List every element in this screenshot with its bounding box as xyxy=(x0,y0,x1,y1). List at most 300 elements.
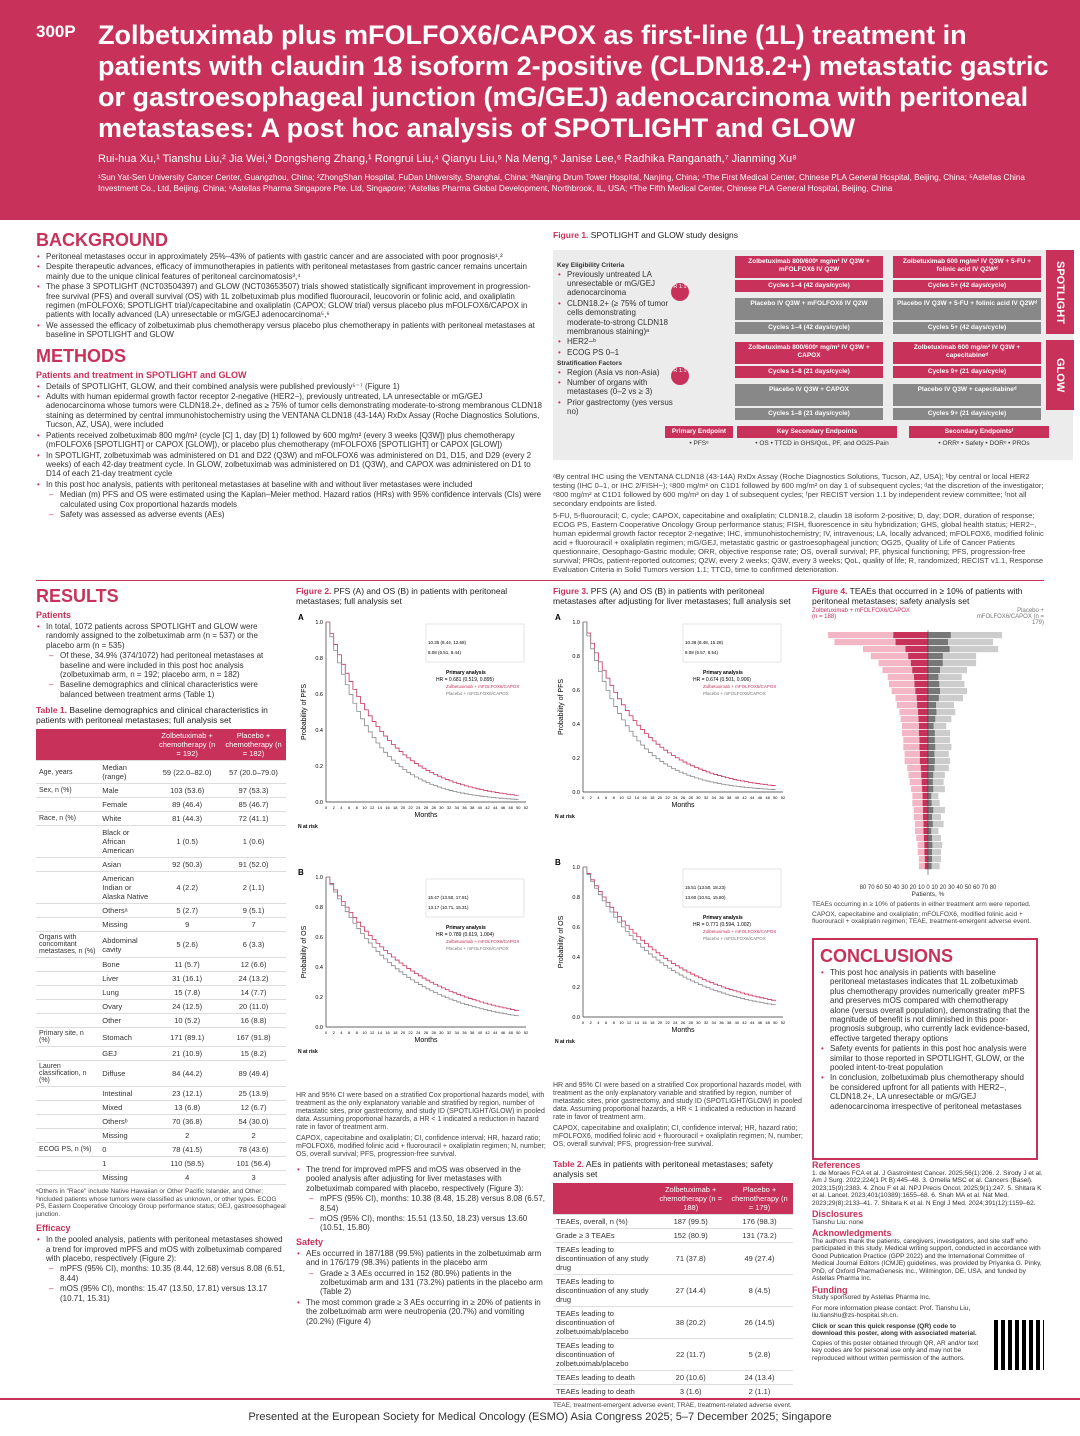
gl-zolb-arm: Zolbetuximab 800/600ᶜ mg/m² IV Q3W + CAPOX xyxy=(735,342,883,364)
patients-subheading: Patients xyxy=(36,610,72,620)
x-tick-label: 38 xyxy=(469,1030,475,1035)
y-axis-label: Probability of PFS xyxy=(558,678,565,736)
baseline-table: Zolbetuximab + chemotherapy (n = 192) Placebo + chemotherapy (n = 182) Age, years Median (range) 59 (22.0–82.0) 57 (20.0–79.0) Sex, n (%) Male 103 (53.6) 97 (53.3) Female 89 (46.4) 85 (46.7) Race, n (%) White 81 (44.3) 72 (41.1) Black or African American 1 (0.5) 1 (0.6) Asian 92 (50.3) 91 (52.0) American Indian or Alaska Native 4 (2.2) 2 (1.1) Othersᵃ 5 (2.7) 9 (5.1) Missing 9 7 Organs with concomitant metastases, n (%) Abdominal cavity 5 (2.6) 6 (3.3) Bone 11 (5.7) 12 (6.6) Liver 31 (16.1) 24 (13.2) Lung 15 (7.8) 14 (7.7) Ovary 24 (12.5) 20 (11.0) Other 10 (5.2) 16 (8.8) Primary site, n (%) Stomach 171 (89.1) 167 (91.8) GEJ 21 (10.9) 15 (8.2) Lauren classification, n (%) Diffuse 84 (44.2) 89 (49.4) Intestinal 23 (12.1) 25 (13.9) Mixed 13 (6.8) 12 (6.7) Othersᵇ 70 (36.8) 54 (30.0) Missing 2 2 ECOG PS, n (%) 0 78 (41.5) 78 (43.6) 1 110 (58.5) 101 (56.4) Missing 4 3 xyxy=(36,729,286,1185)
bullet-item: • The most common grade ≥ 3 AEs occurring in ≥ 20% of patients in the zolbetuximab arm were neutropenia (20.7%) and vomiting (20.2%) (Figure 4) xyxy=(296,1298,546,1326)
hr-label: HR = 0.771 (0.594, 1.002) xyxy=(693,922,751,928)
table-row: TEAEs leading to discontinuation of any study drug 71 (37.8) 49 (27.4) xyxy=(553,1243,793,1275)
x-tick-label: 18 xyxy=(393,1030,398,1035)
bar-plac-g3 xyxy=(928,695,939,701)
y-tick-label: 0.6 xyxy=(572,925,580,931)
background-heading: BACKGROUND xyxy=(36,230,168,250)
bar-plac-g3 xyxy=(928,758,935,764)
x-tick-label: 10 xyxy=(619,1020,624,1025)
bullet-item: • Number of organs with metastases (0–2 vs ≥ 3) xyxy=(557,378,673,397)
table-row: American Indian or Alaska Native 4 (2.2) 2 (1.1) xyxy=(36,872,286,904)
zolb-median: 10.38 (8.48, 15.28) xyxy=(685,640,724,645)
bar-plac-g3 xyxy=(928,800,932,806)
x-tick-label: 46 xyxy=(757,795,763,800)
bullet-item: • Adults with human epidermal growth factor receptor 2-negative (HER2−), previously untreated, LA unresectable or mG/GEJ adenocarcinoma whose tumors were CLDN18.2+, defined as ≥ 75% of tumor cells demonstrating moderate-to-strong membranous CLDN18 staining as determined by central immunohistochemistry using the VENTANA CLDN18 (43-14A) RxDx Assay (Roche Diagnostics Solutions, Tucson, AZ, USA), were included xyxy=(36,392,542,430)
bullet-item: • Prior gastrectomy (yes versus no) xyxy=(557,398,673,417)
figure4-column: Figure 4. TEAEs that occurred in ≥ 10% of patients with peritoneal metastases; safety analysis set Zolbetuximab + mFOLFOX6/CAPOX (n = 188) Placebo + mFOLFOX6/CAPOX (n = 179) 80 70 60 50 40 30 20 10 0 10 20 30 40 50 60 70 80 Patients, % TEAEs occurring in ≥ 10% of patients in either treatment arm were reported. CAPOX, capecitabine and oxaliplatin; mFOLFOX6, modified folinic acid + fluorouracil + oxaliplatin regimen; TEAE, treatment-emergent adverse event. xyxy=(812,586,1044,925)
x-tick-label: 20 xyxy=(400,805,406,810)
x-tick-label: 32 xyxy=(446,805,452,810)
sp-zolb-arm: Zolbetuximab 800/600ᶜ mg/m² IV Q3W + mFOLFOX6 IV Q2W xyxy=(735,256,883,278)
table-row: Missing 2 2 xyxy=(36,1129,286,1143)
safety-list xyxy=(296,1249,546,1326)
bullet-item: • In the pooled analysis, patients with peritoneal metastases showed a trend for improved mPFS and mOS with zolbetuximab compared with placebo, respectively (Figure 2): xyxy=(36,1235,286,1263)
bullet-item: – mPFS (95% CI), months: 10.38 (8.48, 15.28) versus 8.08 (6.57, 8.54) xyxy=(296,1194,546,1213)
legend-plac: Placebo + mFOLFOX6/CAPOX xyxy=(446,946,509,951)
panel-label: A xyxy=(555,613,561,622)
bar-zolb-g3 xyxy=(896,639,928,645)
poster-number: 300P xyxy=(36,22,76,41)
sp-plac-cycles: Cycles 1–4 (42 days/cycle) xyxy=(735,322,883,334)
gl-plac-arm: Placebo IV Q3W + CAPOX xyxy=(735,384,883,406)
table-row: 1 110 (58.5) 101 (56.4) xyxy=(36,1157,286,1171)
x-tick-label: 28 xyxy=(431,1030,436,1035)
x-tick-label: 24 xyxy=(673,795,678,800)
table-row: Missing 4 3 xyxy=(36,1171,286,1185)
table-row: GEJ 21 (10.9) 15 (8.2) xyxy=(36,1047,286,1061)
x-tick-label: 48 xyxy=(765,1020,770,1025)
x-tick-label: 50 xyxy=(516,1030,521,1035)
x-tick-label: 34 xyxy=(454,1030,459,1035)
table-row: Age, years Median (range) 59 (22.0–82.0) 57 (20.0–79.0) xyxy=(36,761,286,784)
x-tick-label: 12 xyxy=(369,805,375,810)
gl-plac-cycles: Cycles 1–8 (21 days/cycle) xyxy=(735,408,883,420)
x-tick-label: 4 xyxy=(597,1020,600,1025)
panel-label: B xyxy=(298,868,304,877)
y-tick-label: 0.0 xyxy=(572,1015,580,1021)
sp-zolb-cycles: Cycles 1–4 (42 days/cycle) xyxy=(735,280,883,292)
bar-zolb-g3 xyxy=(923,800,928,806)
x-axis-label: Months xyxy=(414,1037,438,1044)
legend-plac: Placebo + mFOLFOX6/CAPOX xyxy=(703,936,766,941)
bullet-item: – Baseline demographics and clinical characteristics were balanced between treatment arms (Table 1) xyxy=(36,680,286,699)
table-row: Grade ≥ 3 TEAEs 152 (80.9) 131 (73.2) xyxy=(553,1229,793,1243)
x-tick-label: 18 xyxy=(393,805,398,810)
y-tick-label: 0.2 xyxy=(315,995,323,1001)
y-tick-label: 0.2 xyxy=(572,985,580,991)
conclusions-box xyxy=(812,938,1038,1160)
x-tick-label: 46 xyxy=(757,1020,763,1025)
fig4-ticks: 80 70 60 50 40 30 20 10 0 10 20 30 40 50 60 70 80 xyxy=(859,885,997,891)
bar-zolb-g3 xyxy=(893,632,928,638)
plac-median: 8.08 (6.51, 8.44) xyxy=(428,650,462,655)
bar-zolb-g3 xyxy=(920,758,928,764)
x-tick-label: 8 xyxy=(355,805,358,810)
secondary-value: • ORRᵉ • Safety • DORᵉ • PROs xyxy=(938,440,1030,447)
bullet-item: – mOS (95% CI), months: 15.47 (13.50, 17.81) versus 13.17 (10.71, 15.31) xyxy=(36,1284,286,1303)
bullet-item: • AEs occurred in 187/188 (99.5%) patients in the zolbetuximab arm and in 176/179 (98.3%) patients in the placebo arm xyxy=(296,1249,546,1268)
y-tick-label: 1.0 xyxy=(315,875,323,881)
x-tick-label: 38 xyxy=(726,795,732,800)
n-at-risk-label: N at risk xyxy=(555,814,575,820)
table-row: Liver 31 (16.1) 24 (13.2) xyxy=(36,972,286,986)
bar-plac-g3 xyxy=(928,653,943,659)
x-tick-label: 42 xyxy=(485,805,490,810)
table-row: Othersᵃ 5 (2.7) 9 (5.1) xyxy=(36,904,286,918)
bar-plac-g3 xyxy=(928,856,932,862)
x-tick-label: 26 xyxy=(423,1030,429,1035)
bar-plac-g3 xyxy=(928,751,934,757)
bar-zolb-g3 xyxy=(919,730,928,736)
bullet-item: – mOS (95% CI), months: 15.51 (13.50, 18.23) versus 13.60 (10.51, 15.80) xyxy=(296,1214,546,1233)
table-row: TEAEs leading to discontinuation of any study drug 27 (14.4) 8 (4.5) xyxy=(553,1275,793,1307)
bar-plac-g3 xyxy=(928,828,931,834)
figure2a-km-plot xyxy=(296,610,546,860)
figure3b-km-plot xyxy=(553,855,803,1075)
n-at-risk-label: N at risk xyxy=(298,824,318,830)
bar-plac-g3 xyxy=(928,765,934,771)
gl-zolb-arm-b: Zolbetuximab 600 mg/m² IV Q3W + capecitabineᵈ xyxy=(893,342,1041,364)
y-axis-label: Probability of OS xyxy=(301,925,308,979)
x-tick-label: 48 xyxy=(508,1030,513,1035)
x-tick-label: 2 xyxy=(589,795,592,800)
table-row: TEAEs leading to death 3 (1.6) 2 (1.1) xyxy=(553,1385,793,1399)
legend-zolb: Zolbetuximab + mFOLFOX6/CAPOX xyxy=(446,684,520,689)
x-tick-label: 52 xyxy=(523,805,529,810)
y-tick-label: 0.4 xyxy=(315,728,323,734)
bar-plac-g3 xyxy=(928,842,932,848)
x-tick-label: 48 xyxy=(765,795,770,800)
bar-zolb-g3 xyxy=(921,765,928,771)
x-tick-label: 12 xyxy=(626,795,632,800)
x-tick-label: 38 xyxy=(469,805,475,810)
bullet-item: • Region (Asia vs non-Asia) xyxy=(557,368,673,377)
bullet-item: – Median (m) PFS and OS were estimated using the Kaplan–Meier method. Hazard ratios (HRs) with 95% confidence intervals (CIs) were calculated using Cox proportional hazards models xyxy=(36,490,542,509)
bullet-item: • In total, 1072 patients across SPOTLIGHT and GLOW were randomly assigned to the zolbetuximab arm (n = 537) or the placebo arm (n = 535) xyxy=(36,622,286,650)
bar-zolb-g3 xyxy=(919,737,928,743)
plac-median: 13.17 (10.71, 15.31) xyxy=(428,905,469,910)
affiliations: ¹Sun Yat-Sen University Cancer Center, Guangzhou, China; ²ZhongShan Hospital, FuDan University, Shanghai, China; ³Nanjing Drum Tower Hospital, Nanjing, China; ⁴The First Medical Center, Chinese PLA General Hospital, Beijing, China; ⁵Astellas China Investment Co., Ltd, Beijing, China; ⁶Astellas Pharma Singapore Pte. Ltd, Singapore; ⁷Astellas Pharma Global Development, Northbrook, IL, USA; ⁸The Fifth Medical Center, Chinese PLA General Hospital, Beijing, China xyxy=(98,173,1025,193)
x-tick-label: 4 xyxy=(340,1030,343,1035)
x-tick-label: 28 xyxy=(688,1020,693,1025)
x-tick-label: 22 xyxy=(665,795,670,800)
x-tick-label: 26 xyxy=(423,805,429,810)
x-tick-label: 44 xyxy=(493,1030,498,1035)
x-tick-label: 24 xyxy=(416,1030,421,1035)
x-tick-label: 16 xyxy=(385,805,390,810)
x-tick-label: 6 xyxy=(604,1020,608,1025)
bullet-item: • The trend for improved mPFS and mOS was observed in the pooled analysis after adjusting for liver metastases with zolbetuximab compared with placebo, respectively (Figure 3): xyxy=(296,1165,546,1193)
bar-plac-g3 xyxy=(928,835,932,841)
x-tick-label: 28 xyxy=(431,805,436,810)
y-axis-label: Probability of PFS xyxy=(301,683,308,741)
y-tick-label: 0.8 xyxy=(315,656,323,662)
table-row: Primary site, n (%) Stomach 171 (89.1) 167 (91.8) xyxy=(36,1028,286,1047)
x-tick-label: 34 xyxy=(454,805,459,810)
figure2b-km-plot xyxy=(296,865,546,1085)
x-tick-label: 30 xyxy=(696,1020,701,1025)
x-tick-label: 10 xyxy=(362,805,367,810)
x-tick-label: 34 xyxy=(711,795,716,800)
n-at-risk-label: N at risk xyxy=(555,1039,575,1045)
bar-zolb-g3 xyxy=(919,723,928,729)
x-tick-label: 50 xyxy=(516,805,521,810)
primary-analysis-label: Primary analysis xyxy=(446,670,486,676)
bullet-item: • We assessed the efficacy of zolbetuximab plus chemotherapy versus placebo plus chemotherapy in patients with peritoneal metastases at baseline in SPOTLIGHT and GLOW xyxy=(36,321,542,340)
zolb-median: 15.47 (13.50, 17.81) xyxy=(428,895,469,900)
bar-plac-g3 xyxy=(928,786,933,792)
table-row: TEAEs leading to death 20 (10.6) 24 (13.4) xyxy=(553,1371,793,1385)
bar-plac-g3 xyxy=(928,807,933,813)
x-tick-label: 4 xyxy=(340,805,343,810)
table-row: Lauren classification, n (%) Diffuse 84 (44.2) 89 (49.4) xyxy=(36,1061,286,1087)
authors: Rui-hua Xu,¹ Tianshu Liu,² Jia Wei,³ Dongsheng Zhang,¹ Rongrui Liu,⁴ Qianyu Liu,⁵ Na Meng,⁵ Janise Lee,⁶ Radhika Ranganath,⁷ Jianming Xu⁸ xyxy=(98,153,797,165)
sp-plac-arm-b: Placebo IV Q3W + 5-FU + folinic acid IV Q2Wᵈ xyxy=(893,298,1041,320)
x-tick-label: 42 xyxy=(742,1020,747,1025)
bar-plac-g3 xyxy=(928,702,936,708)
figure3-column: Figure 3. PFS (A) and OS (B) in patients with peritoneal metastases after adjusting for liver metastases; full analysis set A Probability of PFS 0.0 0.2 0.4 0.6 0.8 1.0 0 2 4 6 8 10 12 14 16 18 20 22 24 26 28 30 32 34 36 38 40 42 44 46 48 50 52 Months 10.38 (8.48, 15.28) 8.08 (6.57, 8.54) Primary analysis HR = 0.674 (0.501, 0.906) Zolbetuximab + mFOLFOX6/CAPOX Placebo + mFOLFOX6/CAPOX N at risk B Probability of OS 0.0 0.2 0.4 0.6 0.8 1.0 0 2 4 6 8 10 12 14 16 18 20 22 24 26 28 30 32 34 36 38 40 42 44 46 48 50 52 Months 15.51 (13.50, 18.23) 13.60 (10.51, 15.80) Primary analysis HR = 0.771 (0.594, 1.002) Zolbetuximab + mFOLFOX6/CAPOX Placebo + mFOLFOX6/CAPOX N at risk HR and 95% CI were based on a stratified Cox proportional hazards model, with treatment as the only explanatory variable and stratified by region, number of metastatic sites, prior gastrectomy, and study ID (SPOTLIGHT/GLOW) in pooled data. Assuming proportional hazards, a HR < 1 indicated a reduction in hazard rate in favor of treatment arm. CAPOX, capecitabine and oxaliplatin; CI, confidence interval; HR, hazard ratio; mFOLFOX6, modified folinic acid + fluorouracil + oxaliplatin regimen; N, number; OS, overall survival; PFS, progression-free survival. Table 2. AEs in patients with peritoneal metastases; safety analysis set Zolbetuximab + chemotherapy (n = 188) Placebo + chemotherapy (n = 179) TEAEs, overall, n (%) 187 (99.5) 176 (98.3) Grade ≥ 3 TEAEs 152 (80.9) 131 (73.2) TEAEs leading to discontinuation of any study drug 71 (37.8) 49 (27.4) TEAEs leading to discontinuation of any study drug 27 (14.4) 8 (4.5) TEAEs leading to discontinuation of zolbetuximab/placebo 38 (20.2) 26 (14.5) TEAEs leading to discontinuation of zolbetuximab/placebo 22 (11.7) 5 (2.8) TEAEs leading to death 20 (10.6) 24 (13.4) TEAEs leading to death 3 (1.6) 2 (1.1) TEAE, treatment-emergent adverse event; TRAE, treatment-related adverse event. xyxy=(553,586,803,1409)
bullet-item: • HER2−ᵇ xyxy=(557,337,673,346)
bullet-item: • This post hoc analysis in patients with baseline peritoneal metastases indicates that 1L zolbetuximab plus chemotherapy provides numerically greater mPFS and preserves mOS compared with chemotherapy alone (versus overall population), demonstrating that the magnitude of benefit is not diminished in this poor-prognosis subgroup, who currently lack evidence-based, effective targeted therapy options xyxy=(820,968,1030,1043)
secondary-label: Secondary Endpointsᶠ xyxy=(909,426,1049,438)
x-tick-label: 52 xyxy=(780,795,786,800)
conclusions-heading: CONCLUSIONS xyxy=(820,946,954,966)
bullet-item: • In conclusion, zolbetuximab plus chemotherapy should be considered upfront for all patients with HER2−, CLDN18.2+, LA unresectable or mG/GEJ adenocarcinoma irrespective of peritoneal metastases xyxy=(820,1073,1030,1111)
y-tick-label: 0.2 xyxy=(572,756,580,762)
x-tick-label: 24 xyxy=(416,805,421,810)
methods-heading: METHODS xyxy=(36,345,126,366)
fig4-footnote: TEAEs occurring in ≥ 10% of patients in either treatment arm were reported. xyxy=(812,901,1031,908)
legend-zolb: Zolbetuximab + mFOLFOX6/CAPOX xyxy=(446,939,520,944)
table-row: Asian 92 (50.3) 91 (52.0) xyxy=(36,858,286,872)
bullet-item: • In SPOTLIGHT, zolbetuximab was administered on D1 and D22 (Q3W) and mFOLFOX6 was administered on D1, D15, and D29 (every 2 weeks) of each 42-day treatment cycle. In GLOW, zolbetuximab was administered on D1 (Q3W), and CAPOX was administered on D1 to D14 of each 21-day treatment cycle xyxy=(36,451,542,479)
x-tick-label: 8 xyxy=(355,1030,358,1035)
table-row: TEAEs, overall, n (%) 187 (99.5) 176 (98.3) xyxy=(553,1215,793,1229)
panel-label: A xyxy=(298,613,304,622)
x-tick-label: 12 xyxy=(626,1020,632,1025)
bar-plac-g3 xyxy=(928,667,940,673)
bar-zolb-g3 xyxy=(922,779,928,785)
bar-plac-g3 xyxy=(928,709,936,715)
bar-zolb-g3 xyxy=(911,660,928,666)
bar-zolb-g3 xyxy=(923,814,928,820)
bar-zolb-g3 xyxy=(921,772,928,778)
x-tick-label: 0 xyxy=(324,1030,328,1035)
x-tick-label: 52 xyxy=(780,1020,786,1025)
x-tick-label: 18 xyxy=(650,795,655,800)
legend-zolb: Zolbetuximab + mFOLFOX6/CAPOX xyxy=(703,684,777,689)
x-tick-label: 16 xyxy=(385,1030,390,1035)
randomization-circle-1: R 1:1 xyxy=(671,283,689,301)
figure2-abbr: CAPOX, capecitabine and oxaliplatin; CI, confidence interval; HR, hazard ratio; mFOLFOX6, modified folinic acid + fluorouracil + oxaliplatin regimen; N, number; OS, overall survival; PFS, progression-free survival. xyxy=(296,1135,546,1158)
bar-zolb-g3 xyxy=(925,856,928,862)
table-row: ECOG PS, n (%) 0 78 (41.5) 78 (43.6) xyxy=(36,1143,286,1157)
poster-header xyxy=(0,0,1080,220)
bar-plac-g3 xyxy=(928,863,932,869)
x-tick-label: 48 xyxy=(508,805,513,810)
x-tick-label: 16 xyxy=(642,795,647,800)
bar-plac-g3 xyxy=(928,849,932,855)
bar-zolb-g3 xyxy=(915,688,928,694)
teae-butterfly-chart xyxy=(812,630,1044,880)
y-tick-label: 0.2 xyxy=(315,764,323,770)
sp-plac-cycles-b: Cycles 5+ (42 days/cycle) xyxy=(893,322,1041,334)
bar-zolb-g3 xyxy=(917,702,928,708)
x-tick-label: 42 xyxy=(742,795,747,800)
study-design-diagram xyxy=(553,250,1073,460)
y-tick-label: 0.8 xyxy=(315,905,323,911)
gl-zolb-cycles: Cycles 1–8 (21 days/cycle) xyxy=(735,366,883,378)
y-tick-label: 1.0 xyxy=(315,620,323,626)
y-tick-label: 1.0 xyxy=(572,620,580,626)
x-tick-label: 30 xyxy=(696,795,701,800)
y-tick-label: 0.8 xyxy=(572,895,580,901)
x-tick-label: 50 xyxy=(773,1020,778,1025)
table-row: Othersᵇ 70 (36.8) 54 (30.0) xyxy=(36,1115,286,1129)
x-tick-label: 4 xyxy=(597,795,600,800)
x-tick-label: 10 xyxy=(362,1030,367,1035)
legend-plac: Placebo + mFOLFOX6/CAPOX xyxy=(703,691,766,696)
qr-code[interactable] xyxy=(994,1320,1044,1370)
x-tick-label: 30 xyxy=(439,1030,444,1035)
bar-zolb-g3 xyxy=(918,709,928,715)
zolb-median: 15.51 (13.50, 18.23) xyxy=(685,885,726,890)
bar-plac-g3 xyxy=(928,821,933,827)
x-tick-label: 40 xyxy=(477,805,483,810)
primary-analysis-label: Primary analysis xyxy=(446,925,486,931)
efficacy-list xyxy=(36,1235,286,1303)
table-row: Other 10 (5.2) 16 (8.8) xyxy=(36,1014,286,1028)
x-tick-label: 18 xyxy=(650,1020,655,1025)
x-axis-label: Months xyxy=(414,812,438,819)
x-tick-label: 46 xyxy=(500,805,506,810)
table-row: Missing 9 7 xyxy=(36,918,286,932)
figure3-footnote: HR and 95% CI were based on a stratified Cox proportional hazards model, with treatment as the only explanatory variable and stratified by region, number of metastatic sites, prior gastrectomy, and study ID (SPOTLIGHT/GLOW) in pooled data. Assuming proportional hazards, a HR < 1 indicated a reduction in hazard rate in favor of treatment arm. xyxy=(553,1082,802,1121)
y-tick-label: 0.6 xyxy=(315,692,323,698)
zolb-median: 10.35 (8.44, 12.68) xyxy=(428,640,467,645)
key-secondary-value: • OS • TTCD in GHS/QoL, PF, and OG25-Pain xyxy=(755,440,889,447)
hr-label: HR = 0.674 (0.501, 0.906) xyxy=(693,677,751,683)
bullet-item: • Safety events for patients in this post hoc analysis were similar to those reported in SPOTLIGHT, GLOW, or the pooled intent-to-treat population xyxy=(820,1044,1030,1072)
results-column: RESULTS Patients • In total, 1072 patients across SPOTLIGHT and GLOW were randomly assigned to the zolbetuximab arm (n = 537) or the placebo arm (n = 535) – Of these, 34.9% (374/1072) had peritoneal metastases at baseline and were included in this post hoc analysis (zolbetuximab arm, n = 192; placebo arm, n = 182) – Baseline demographics and clinical characteristics were balanced between treatment arms (Table 1) Table 1. Baseline demographics and clinical characteristics in patients with peritoneal metastases; full analysis set Zolbetuximab + chemotherapy (n = 192) Placebo + chemotherapy (n = 182) Age, years Median (range) 59 (22.0–82.0) 57 (20.0–79.0) Sex, n (%) Male 103 (53.6) 97 (53.3) Female 89 (46.4) 85 (46.7) Race, n (%) White 81 (44.3) 72 (41.1) Black or African American 1 (0.5) 1 (0.6) Asian 92 (50.3) 91 (52.0) American Indian or Alaska Native 4 (2.2) 2 (1.1) Othersᵃ 5 (2.7) 9 (5.1) Missing 9 7 Organs with concomitant metastases, n (%) Abdominal cavity 5 (2.6) 6 (3.3) Bone 11 (5.7) 12 (6.6) Liver 31 (16.1) 24 (13.2) Lung 15 (7.8) 14 (7.7) Ovary 24 (12.5) 20 (11.0) Other 10 (5.2) 16 (8.8) Primary site, n (%) Stomach 171 (89.1) 167 (91.8) GEJ 21 (10.9) 15 (8.2) Lauren classification, n (%) Diffuse 84 (44.2) 89 (49.4) Intestinal 23 (12.1) 25 (13.9) Mixed 13 (6.8) 12 (6.7) Othersᵇ 70 (36.8) 54 (30.0) Missing 2 2 ECOG PS, n (%) 0 78 (41.5) 78 (43.6) 1 110 (58.5) 101 (56.4) Missing 4 3 ᵃOthers in "Race" include Native Hawaiian or Other Pacific Islander, and Other; ᵇincluded patients whose tumors were classified as unknown, or other types. ECOG PS, Eastern Cooperative Oncology Group performance status; GEJ, gastroesophageal junction. Efficacy • In the pooled analysis, patients with peritoneal metastases showed a trend for improved mPFS and mOS with zolbetuximab compared with placebo, respectively (Figure 2): – mPFS (95% CI), months: 10.35 (8.44, 12.68) versus 8.08 (6.51, 8.44) – mOS (95% CI), months: 15.47 (13.50, 17.81) versus 13.17 (10.71, 15.31) xyxy=(36,586,286,1396)
bar-plac-g3 xyxy=(928,660,943,666)
bullet-item: – Safety was assessed as adverse events (AEs) xyxy=(36,510,542,519)
section-divider xyxy=(36,580,1044,581)
x-tick-label: 50 xyxy=(773,795,778,800)
y-tick-label: 1.0 xyxy=(572,865,580,871)
poster-title: Zolbetuximab plus mFOLFOX6/CAPOX as first-line (1L) treatment in patients with claudin 18 isoform 2-positive (CLDN18.2+) metastatic gastric or gastroesophageal junction (mG/GEJ) adenocarcinoma with peritoneal metastases: A post hoc analysis of SPOTLIGHT and GLOW xyxy=(98,20,1049,143)
x-tick-label: 6 xyxy=(604,795,608,800)
spotlight-tab: SPOTLIGHT xyxy=(1046,250,1074,334)
y-tick-label: 0.8 xyxy=(572,654,580,660)
x-tick-label: 6 xyxy=(347,805,351,810)
x-axis-label: Months xyxy=(671,1027,695,1034)
bar-zolb-g3 xyxy=(923,807,928,813)
bar-zolb-g3 xyxy=(914,674,928,680)
table-row: Female 89 (46.4) 85 (46.7) xyxy=(36,798,286,812)
gl-plac-arm-b: Placebo IV Q3W + capecitabineᵈ xyxy=(893,384,1041,406)
bullet-item: • Details of SPOTLIGHT, GLOW, and their combined analysis were published previously⁵⁻⁷ (Figure 1) xyxy=(36,382,542,391)
gl-plac-cycles-b: Cycles 9+ (21 days/cycle) xyxy=(893,408,1041,420)
x-tick-label: 32 xyxy=(703,795,709,800)
x-tick-label: 28 xyxy=(688,795,693,800)
bar-zolb-g3 xyxy=(924,828,929,834)
bar-zolb-g3 xyxy=(917,695,928,701)
bullet-item: • Despite therapeutic advances, efficacy of immunotherapies in patients with peritoneal metastases from gastric cancer remains uncertain mainly due to the unique clinical features of peritoneal carcinomatosis³,⁴ xyxy=(36,262,542,281)
background-methods-column xyxy=(36,230,542,575)
bar-zolb-g3 xyxy=(925,863,928,869)
x-tick-label: 40 xyxy=(477,1030,483,1035)
results-list xyxy=(36,622,286,699)
bar-zolb-g3 xyxy=(919,716,928,722)
x-tick-label: 34 xyxy=(711,1020,716,1025)
table-row: TEAEs leading to discontinuation of zolbetuximab/placebo 38 (20.2) 26 (14.5) xyxy=(553,1307,793,1339)
y-tick-label: 0.6 xyxy=(572,688,580,694)
bar-zolb-g3 xyxy=(912,667,928,673)
conclusions-list xyxy=(820,968,1030,1111)
bar-zolb-g3 xyxy=(922,786,928,792)
bar-plac-g3 xyxy=(928,737,935,743)
efficacy-subheading: Efficacy xyxy=(36,1223,71,1234)
fig4-right-label: Placebo + mFOLFOX6/CAPOX (n = 179) xyxy=(976,608,1044,626)
bar-zolb-g3 xyxy=(924,821,929,827)
bar-zolb-g3 xyxy=(924,835,928,841)
glow-tab: GLOW xyxy=(1046,340,1074,410)
primary-endpoint-label: Primary Endpoint xyxy=(665,426,733,438)
trend-list xyxy=(296,1165,546,1233)
x-tick-label: 2 xyxy=(332,1030,335,1035)
fig4-left-label: Zolbetuximab + mFOLFOX6/CAPOX (n = 188) xyxy=(812,608,910,620)
table1-footnote: ᵃOthers in "Race" include Native Hawaiian or Other Pacific Islander, and Other; ᵇincluded patients whose tumors were classified as unknown, or other types. ECOG PS, Eastern Cooperative Oncology Group performance status; GEJ, gastroesophageal junction. xyxy=(36,1188,286,1218)
x-tick-label: 6 xyxy=(347,1030,351,1035)
x-tick-label: 42 xyxy=(485,1030,490,1035)
fig4-abbr: CAPOX, capecitabine and oxaliplatin; mFOLFOX6, modified folinic acid + fluorouracil + oxaliplatin regimen; TEAE, treatment-emergent adverse event. xyxy=(812,910,1032,925)
bar-zolb-g3 xyxy=(919,744,928,750)
x-tick-label: 22 xyxy=(408,1030,413,1035)
legend-plac: Placebo + mFOLFOX6/CAPOX xyxy=(446,691,509,696)
bar-plac-g3 xyxy=(928,793,931,799)
bar-zolb-g3 xyxy=(908,653,928,659)
bar-plac-g3 xyxy=(928,730,935,736)
x-tick-label: 20 xyxy=(657,1020,663,1025)
figure1-footnote: ᵃBy central IHC using the VENTANA CLDN18 (43-14A) RxDx Assay (Roche Diagnostics Solutions, Tucson, AZ, USA); ᵇby central or local HER2 testing (IHC 0–1, or IHC 2/FISH−); ᶜ800 mg/m² on C1D1 followed by 600 mg/m² on day 1 of subsequent cycles; ᵈat the discretion of the investigator; ᵉ800 mg/m² at C1D1 followed by 600 mg/m² on day 1 of subsequent cycles; ᶠper RECIST version 1.1 by independent review committee; ᶠnot all secondary endpoints are listed. 5-FU, 5-fluorouracil; C, cycle; CAPOX, capecitabine and oxaliplatin; CLDN18.2, claudin 18 isoform 2-positive; D, day; DOR, duration of response; ECOG PS, Eastern Cooperative Oncology Group performance status; FISH, fluorescence in situ hybridization; GHS, global health status; HER2−, human epidermal growth factor receptor 2-negative; IHC, immunohistochemistry; IV, intravenous; LA, locally advanced; mFOLFOX6, modified folinic acid + fluorouracil + oxaliplatin regimen; mG/GEJ, metastatic gastric or gastroesophageal junction; OG25, Quality of Life of Cancer Patients questionnaire, Oesophago-Gastric module; ORR, objective response rate; OS, overall survival; PF, physical functioning; PFS, progression-free survival; PROs, patient-reported outcomes; Q2W, every 2 weeks; Q3W, every 3 weeks; QoL, quality of life; R, randomized; RECIST v1.1, Response Evaluation Criteria in Solid Tumors version 1.1; TTCD, time to confirmed deterioration. xyxy=(553,472,1044,574)
plac-median: 13.60 (10.51, 15.80) xyxy=(685,895,726,900)
table2-footnote: TEAE, treatment-emergent adverse event; TRAE, treatment-related adverse event. xyxy=(553,1402,792,1409)
bullet-item: • The phase 3 SPOTLIGHT (NCT03504397) and GLOW (NCT03653507) trials showed statistically significant improvement in progression-free survival (PFS) and overall survival (OS) with 1L zolbetuximab plus modified fluorouracil, leucovorin or folinic acid, and oxaliplatin regimen (mFOLFOX6; SPOTLIGHT trial)/capecitabine and oxaliplatin (CAPOX; GLOW trial) versus placebo plus mFOLFOX6/CAPOX in patients with locally advanced (LA) unresectable or mG/GEJ adenocarcinoma⁵,⁶ xyxy=(36,282,542,320)
table-row: Black or African American 1 (0.5) 1 (0.6) xyxy=(36,826,286,858)
x-tick-label: 16 xyxy=(642,1020,647,1025)
figure2-footnote: HR and 95% CI were based on a stratified Cox proportional hazards model, with treatment as the only explanatory variable and stratified by region, number of metastatic sites, prior gastrectomy, and study ID (SPOTLIGHT/GLOW) in pooled data. Assuming proportional hazards, a HR < 1 indicated a reduction in hazard rate in favor of treatment arm. xyxy=(296,1092,545,1131)
x-tick-label: 44 xyxy=(750,1020,755,1025)
gl-zolb-cycles-b: Cycles 9+ (21 days/cycle) xyxy=(893,366,1041,378)
x-tick-label: 40 xyxy=(734,795,740,800)
bullet-item: • ECOG PS 0–1 xyxy=(557,348,673,357)
y-tick-label: 0.4 xyxy=(315,965,323,971)
x-tick-label: 0 xyxy=(581,1020,585,1025)
x-axis-label: Months xyxy=(671,802,695,809)
hr-label: HR = 0.789 (0.619, 1.004) xyxy=(436,932,494,938)
figure1-caption: Figure 1. SPOTLIGHT and GLOW study designs xyxy=(553,230,739,240)
bullet-item: • Patients received zolbetuximab 800 mg/m² (cycle [C] 1, day [D] 1) followed by 600 mg/m² (every 3 weeks [Q3W]) plus chemotherapy (mFOLFOX6 [SPOTLIGHT] or CAPOX [GLOW]), or placebo plus chemotherapy (mFOLFOX6 [SPOTLIGHT] or CAPOX [GLOW]) xyxy=(36,431,542,450)
bar-zolb-g3 xyxy=(920,751,928,757)
bar-zolb-g3 xyxy=(924,849,928,855)
bullet-item: • Peritoneal metastases occur in approximately 25%–43% of patients with gastric cancer and are associated with poor prognosis¹,² xyxy=(36,252,542,261)
x-tick-label: 44 xyxy=(750,795,755,800)
y-tick-label: 0.6 xyxy=(315,935,323,941)
x-tick-label: 10 xyxy=(619,795,624,800)
eligibility-box: Key Eligibility Criteria • Previously untreated LA unresectable or mG/GEJ adenocarcinoma • CLDN18.2+ (≥ 75% of tumor cells demonstrating moderate-to-strong CLDN18 membranous staining)ᵃ • HER2−ᵇ • ECOG PS 0–1 Stratification Factors • Region (Asia vs non-Asia) • Number of organs with metastases (0–2 vs ≥ 3) • Prior gastrectomy (yes versus no) xyxy=(557,262,673,418)
randomization-circle-2: R 1:1 xyxy=(671,367,689,385)
bar-plac-g3 xyxy=(928,772,933,778)
fig4-xlabel: Patients, % xyxy=(911,891,945,898)
bullet-item: • CLDN18.2+ (≥ 75% of tumor cells demonstrating moderate-to-strong CLDN18 membranous staining)ᵃ xyxy=(557,299,673,337)
x-tick-label: 38 xyxy=(726,1020,732,1025)
x-tick-label: 26 xyxy=(680,1020,686,1025)
footer: Presented at the European Society for Medical Oncology (ESMO) Asia Congress 2025; 5–7 December 2025; Singapore xyxy=(0,1398,1080,1436)
